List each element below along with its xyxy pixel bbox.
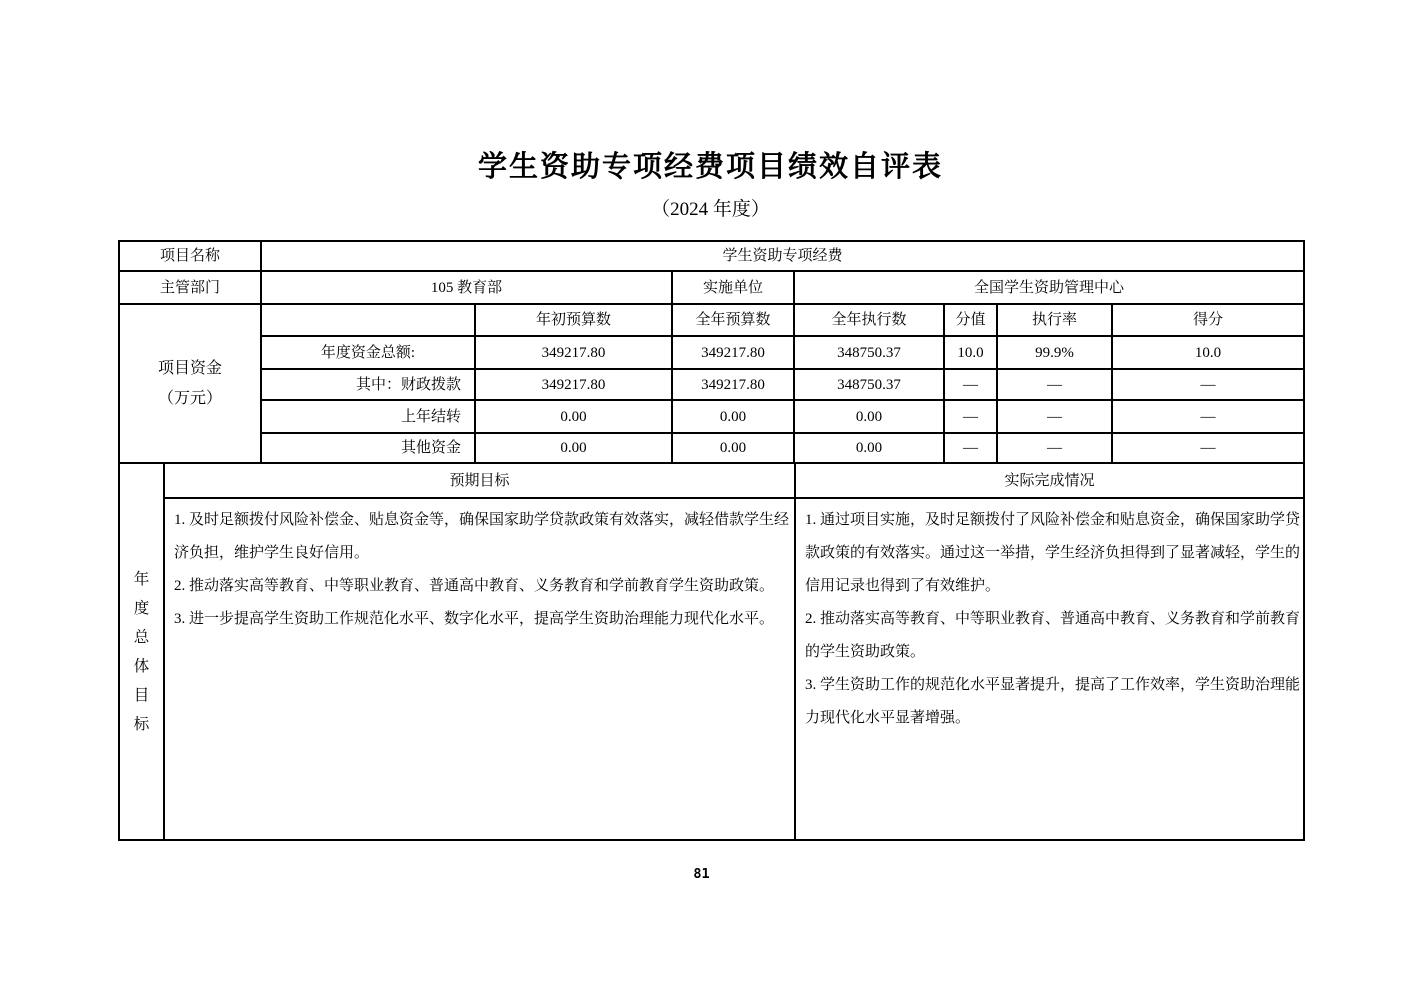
document-sheet	[118, 0, 1303, 841]
funds-group-unit: （万元）	[157, 389, 222, 407]
funds-header-empty-cell	[261, 304, 475, 336]
annual-goals-side-cell	[119, 463, 164, 840]
col-header-annual-budget: 全年预算数	[672, 304, 794, 336]
page-number: 81	[693, 866, 710, 882]
table-row-fiscal-appropriation	[119, 369, 1304, 400]
actual-completion-header: 实际完成情况	[795, 463, 1304, 498]
funds-header-row	[119, 304, 1304, 336]
col-header-score: 得分	[1112, 304, 1304, 336]
expected-goal-item-2: 2. 推动落实高等教育、中等职业教育、普通高中教育、义务教育和学前教育学生资助政策。	[174, 578, 775, 594]
cell-value: —	[997, 400, 1112, 433]
page-title: 学生资助专项经费项目绩效自评表	[477, 151, 943, 183]
row-label-other-funds: 其他资金	[261, 433, 475, 463]
funds-group-label: 项目资金	[157, 359, 222, 377]
cell-value: —	[997, 369, 1112, 400]
annual-goals-side-label: 年度总体目标	[133, 570, 150, 733]
table-row-carryover	[119, 400, 1304, 433]
page-subtitle: （2024 年度）	[651, 199, 770, 220]
table-row-other-funds	[119, 433, 1304, 463]
cell-value: —	[1112, 433, 1304, 463]
department-row	[119, 271, 1304, 304]
col-header-score-weight: 分值	[944, 304, 997, 336]
col-header-initial-budget: 年初预算数	[475, 304, 672, 336]
cell-value: 349217.80	[672, 369, 794, 400]
implementing-unit-value: 全国学生资助管理中心	[794, 271, 1304, 304]
expected-goals-cell	[164, 498, 795, 840]
cell-value: —	[1112, 369, 1304, 400]
cell-value: 0.00	[475, 400, 672, 433]
annual-goals-table	[118, 462, 1305, 841]
actual-completion-item-2: 2. 推动落实高等教育、中等职业教育、普通高中教育、义务教育和学前教育的学生资助政策。	[805, 611, 1301, 660]
actual-completion-item-1: 1. 通过项目实施，及时足额拨付了风险补偿金和贴息资金，确保国家助学贷款政策的有效落实。通过这一举措，学生经济负担得到了显著减轻，学生的信用记录也得到了有效维护。	[805, 512, 1301, 594]
cell-value: —	[944, 369, 997, 400]
implementing-unit-label: 实施单位	[672, 271, 794, 304]
project-info-and-funds-table	[118, 240, 1305, 464]
funds-group-cell	[119, 304, 261, 463]
cell-value: 349217.80	[672, 336, 794, 369]
goals-header-row	[119, 463, 1304, 498]
cell-value: 349217.80	[475, 369, 672, 400]
expected-goals-header: 预期目标	[164, 463, 795, 498]
col-header-execution-rate: 执行率	[997, 304, 1112, 336]
cell-value: 349217.80	[475, 336, 672, 369]
cell-value: 10.0	[1112, 336, 1304, 369]
project-name-value: 学生资助专项经费	[261, 241, 1304, 271]
row-label-carryover: 上年结转	[261, 400, 475, 433]
cell-value: 0.00	[672, 433, 794, 463]
cell-value: 10.0	[944, 336, 997, 369]
cell-value: —	[944, 400, 997, 433]
row-label-fiscal-appropriation: 其中：财政拨款	[261, 369, 475, 400]
department-value: 105 教育部	[261, 271, 672, 304]
cell-value: —	[944, 433, 997, 463]
cell-value: 99.9%	[997, 336, 1112, 369]
actual-completion-item-3: 3. 学生资助工作的规范化水平显著提升，提高了工作效率，学生资助治理能力现代化水平显著增强。	[805, 677, 1301, 726]
cell-value: 348750.37	[794, 336, 944, 369]
expected-goal-item-3: 3. 进一步提高学生资助工作规范化水平、数字化水平，提高学生资助治理能力现代化水平。	[174, 611, 775, 627]
cell-value: 348750.37	[794, 369, 944, 400]
cell-value: 0.00	[794, 433, 944, 463]
cell-value: —	[997, 433, 1112, 463]
col-header-annual-execution: 全年执行数	[794, 304, 944, 336]
cell-value: 0.00	[672, 400, 794, 433]
goals-content-row	[119, 498, 1304, 840]
project-name-row	[119, 241, 1304, 271]
project-name-label: 项目名称	[119, 241, 261, 271]
row-label-total-funds: 年度资金总额:	[261, 336, 475, 369]
cell-value: —	[1112, 400, 1304, 433]
actual-completion-cell	[795, 498, 1304, 840]
department-label: 主管部门	[119, 271, 261, 304]
cell-value: 0.00	[475, 433, 672, 463]
table-row-total-funds	[119, 336, 1304, 369]
expected-goal-item-1: 1. 及时足额拨付风险补偿金、贴息资金等，确保国家助学贷款政策有效落实，减轻借款学生经济负担，维护学生良好信用。	[174, 512, 790, 561]
cell-value: 0.00	[794, 400, 944, 433]
